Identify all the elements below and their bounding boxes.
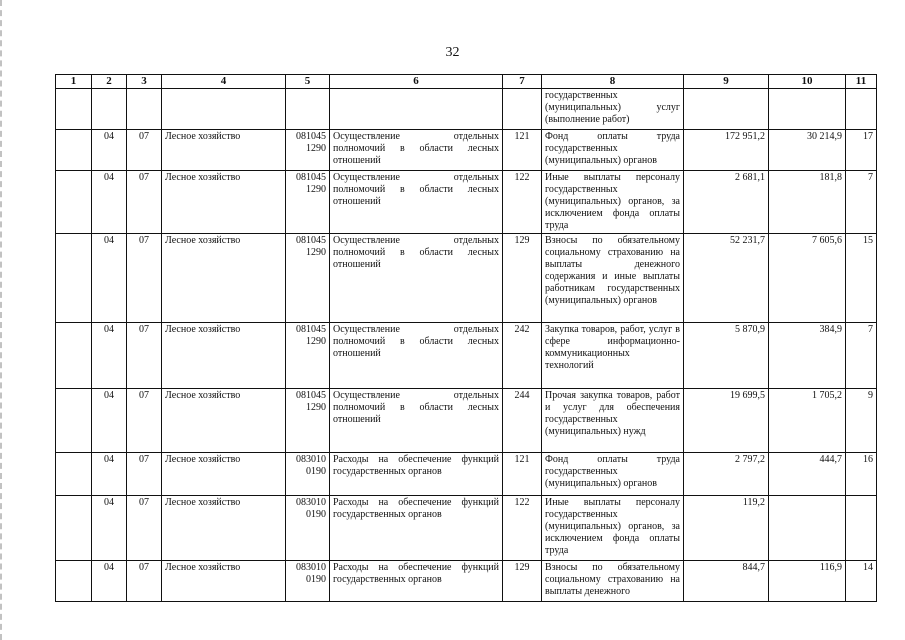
percent-cell xyxy=(846,496,877,561)
subsection-code-cell: 07 xyxy=(127,130,162,171)
article-name-cell: Осуществление отдельных полномочий в области лесных отношений xyxy=(330,171,503,234)
amount-cell: 2 797,2 xyxy=(684,453,769,496)
section-name-cell: Лесное хозяйство xyxy=(162,234,286,323)
row-number-cell xyxy=(56,496,92,561)
percent-cell: 17 xyxy=(846,130,877,171)
header-row xyxy=(56,75,877,89)
header-col-4: 4 xyxy=(162,75,286,89)
percent-cell: 14 xyxy=(846,561,877,602)
section-code-cell: 04 xyxy=(92,130,127,171)
article-name-cell: Осуществление отдельных полномочий в области лесных отношений xyxy=(330,130,503,171)
executed-amount-cell xyxy=(769,496,846,561)
header-col-8: 8 xyxy=(542,75,684,89)
section-name-cell: Лесное хозяйство xyxy=(162,323,286,389)
executed-amount-cell: 116,9 xyxy=(769,561,846,602)
executed-amount-cell: 30 214,9 xyxy=(769,130,846,171)
expense-type-name-cell: Иные выплаты персоналу государственных (муниципальных) органов, за исключением фонда оплаты труда xyxy=(542,496,684,561)
table-row xyxy=(56,130,877,171)
expense-type-code-cell: 121 xyxy=(503,130,542,171)
header-col-1: 1 xyxy=(56,75,92,89)
amount-cell: 19 699,5 xyxy=(684,389,769,453)
expense-type-code-cell: 121 xyxy=(503,453,542,496)
expense-type-name-cell: Иные выплаты персоналу государственных (муниципальных) органов, за исключением фонда оплаты труда xyxy=(542,171,684,234)
target-article-cell: 083010 0190 xyxy=(286,496,330,561)
amount-cell: 2 681,1 xyxy=(684,171,769,234)
continuation-row xyxy=(56,89,877,130)
section-code-cell: 04 xyxy=(92,453,127,496)
header-col-7: 7 xyxy=(503,75,542,89)
expense-type-code-cell: 129 xyxy=(503,561,542,602)
header-col-5: 5 xyxy=(286,75,330,89)
section-name-cell: Лесное хозяйство xyxy=(162,496,286,561)
percent-cell: 15 xyxy=(846,234,877,323)
target-article-cell: 081045 1290 xyxy=(286,389,330,453)
article-name-cell: Расходы на обеспечение функций государственных органов xyxy=(330,453,503,496)
expense-type-code-cell: 129 xyxy=(503,234,542,323)
subsection-code-cell: 07 xyxy=(127,234,162,323)
percent-cell: 9 xyxy=(846,389,877,453)
header-col-10: 10 xyxy=(769,75,846,89)
row-number-cell xyxy=(56,130,92,171)
executed-amount-cell: 1 705,2 xyxy=(769,389,846,453)
table-row xyxy=(56,453,877,496)
percent-cell: 16 xyxy=(846,453,877,496)
table-row xyxy=(56,496,877,561)
article-name-cell: Осуществление отдельных полномочий в области лесных отношений xyxy=(330,234,503,323)
table-row xyxy=(56,234,877,323)
section-code-cell: 04 xyxy=(92,496,127,561)
section-code-cell: 04 xyxy=(92,561,127,602)
section-code-cell: 04 xyxy=(92,171,127,234)
header-col-6: 6 xyxy=(330,75,503,89)
amount-cell: 172 951,2 xyxy=(684,130,769,171)
section-name-cell: Лесное хозяйство xyxy=(162,171,286,234)
header-col-3: 3 xyxy=(127,75,162,89)
section-code-cell: 04 xyxy=(92,323,127,389)
subsection-code-cell: 07 xyxy=(127,323,162,389)
row-number-cell xyxy=(56,453,92,496)
row-number-cell xyxy=(56,234,92,323)
row-number-cell xyxy=(56,561,92,602)
subsection-code-cell: 07 xyxy=(127,389,162,453)
table-row xyxy=(56,323,877,389)
percent-cell: 7 xyxy=(846,171,877,234)
expense-type-name-cell: Фонд оплаты труда государственных (муниципальных) органов xyxy=(542,453,684,496)
article-name-cell: Расходы на обеспечение функций государственных органов xyxy=(330,561,503,602)
executed-amount-cell: 7 605,6 xyxy=(769,234,846,323)
section-name-cell: Лесное хозяйство xyxy=(162,130,286,171)
binding-margin-line xyxy=(0,0,4,640)
expense-type-code-cell: 122 xyxy=(503,171,542,234)
expense-type-code-cell: 242 xyxy=(503,323,542,389)
target-article-cell: 081045 1290 xyxy=(286,323,330,389)
percent-cell: 7 xyxy=(846,323,877,389)
subsection-code-cell: 07 xyxy=(127,171,162,234)
expense-type-code-cell: 122 xyxy=(503,496,542,561)
subsection-code-cell: 07 xyxy=(127,496,162,561)
section-name-cell: Лесное хозяйство xyxy=(162,453,286,496)
expense-type-name-cell: Закупка товаров, работ, услуг в сфере информационно-коммуникационных технологий xyxy=(542,323,684,389)
header-col-11: 11 xyxy=(846,75,877,89)
amount-cell: 5 870,9 xyxy=(684,323,769,389)
section-code-cell: 04 xyxy=(92,389,127,453)
article-name-cell: Расходы на обеспечение функций государственных органов xyxy=(330,496,503,561)
page-number: 32 xyxy=(445,45,460,60)
executed-amount-cell: 181,8 xyxy=(769,171,846,234)
continuation-expense-type: государственных (муниципальных) услуг (выполнение работ) xyxy=(542,89,684,130)
row-number-cell xyxy=(56,389,92,453)
target-article-cell: 081045 1290 xyxy=(286,130,330,171)
table-row xyxy=(56,389,877,453)
expense-type-name-cell: Фонд оплаты труда государственных (муниципальных) органов xyxy=(542,130,684,171)
expense-type-name-cell: Взносы по обязательному социальному страхованию на выплаты денежного xyxy=(542,561,684,602)
table-row xyxy=(56,561,877,602)
section-name-cell: Лесное хозяйство xyxy=(162,561,286,602)
row-number-cell xyxy=(56,323,92,389)
amount-cell: 844,7 xyxy=(684,561,769,602)
article-name-cell: Осуществление отдельных полномочий в области лесных отношений xyxy=(330,323,503,389)
target-article-cell: 081045 1290 xyxy=(286,171,330,234)
expense-type-name-cell: Взносы по обязательному социальному страхованию на выплаты денежного содержания и иные выплаты работникам государственных (муниципальных) органов xyxy=(542,234,684,323)
amount-cell: 52 231,7 xyxy=(684,234,769,323)
target-article-cell: 083010 0190 xyxy=(286,561,330,602)
executed-amount-cell: 384,9 xyxy=(769,323,846,389)
row-number-cell xyxy=(56,171,92,234)
budget-table xyxy=(55,74,877,602)
header-col-2: 2 xyxy=(92,75,127,89)
expense-type-name-cell: Прочая закупка товаров, работ и услуг для обеспечения государственных (муниципальных) нужд xyxy=(542,389,684,453)
target-article-cell: 083010 0190 xyxy=(286,453,330,496)
amount-cell: 119,2 xyxy=(684,496,769,561)
subsection-code-cell: 07 xyxy=(127,453,162,496)
expense-type-code-cell: 244 xyxy=(503,389,542,453)
section-code-cell: 04 xyxy=(92,234,127,323)
target-article-cell: 081045 1290 xyxy=(286,234,330,323)
article-name-cell: Осуществление отдельных полномочий в области лесных отношений xyxy=(330,389,503,453)
table-row xyxy=(56,171,877,234)
section-name-cell: Лесное хозяйство xyxy=(162,389,286,453)
executed-amount-cell: 444,7 xyxy=(769,453,846,496)
header-col-9: 9 xyxy=(684,75,769,89)
subsection-code-cell: 07 xyxy=(127,561,162,602)
